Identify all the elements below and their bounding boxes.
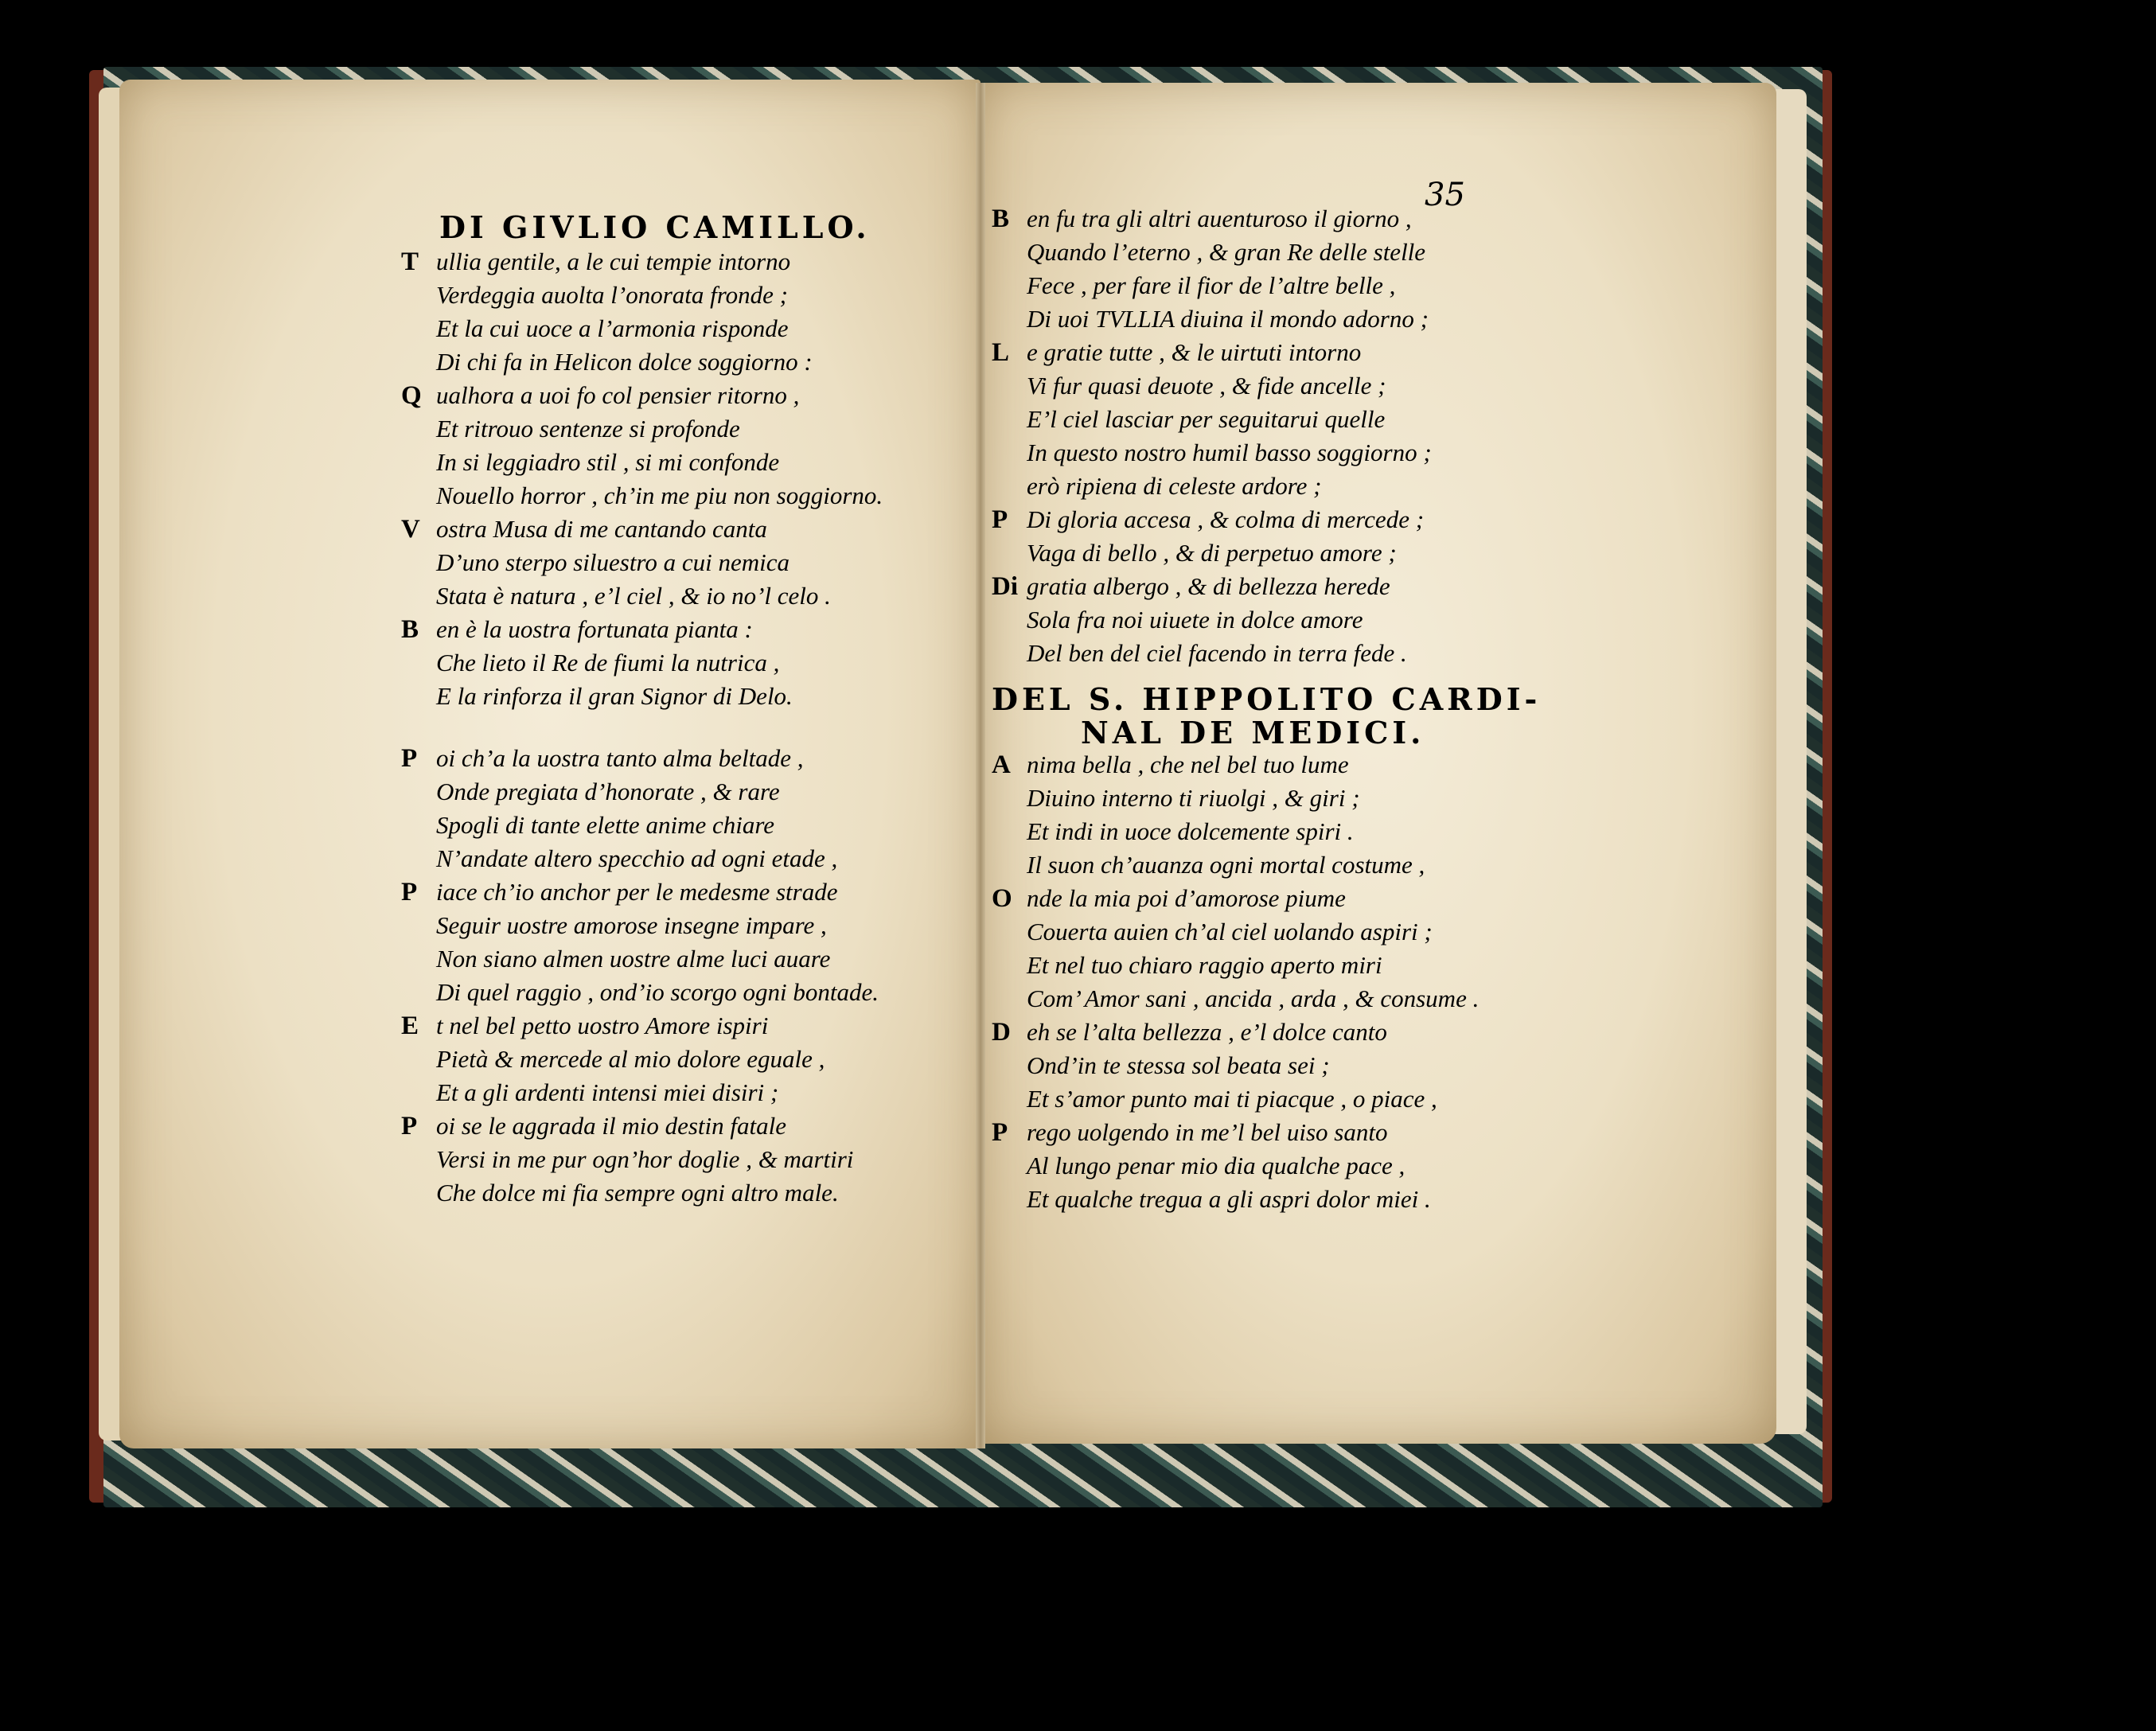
verse-line: [401, 742, 883, 775]
verse-text: D’uno sterpo siluestro a cui nemica: [436, 548, 789, 576]
right-page-heading-line2: NAL DE MEDICI.: [1081, 715, 1425, 750]
verse-text: Che lieto il Re de fiumi la nutrica ,: [436, 649, 780, 676]
initial-capital: Di: [992, 572, 1018, 601]
verse-line: [401, 345, 883, 379]
verse-line: [401, 942, 883, 976]
verse-line: [992, 748, 1479, 782]
verse-text: Et qualche tregua a gli aspri dolor miei .: [1027, 1185, 1431, 1213]
verse-line: [401, 1143, 883, 1176]
verse-line: [401, 976, 883, 1009]
verse-text: Di quel raggio , ond’io scorgo ogni bontade.: [436, 978, 879, 1006]
verse-text: N’andate altero specchio ad ogni etade ,: [436, 844, 838, 872]
verse-line: [992, 336, 1432, 369]
verse-text: Ond’in te stessa sol beata sei ;: [1027, 1051, 1330, 1079]
verse-line: [992, 403, 1432, 436]
verse-line: [992, 915, 1479, 949]
verse-text: eh se l’alta bellezza , e’l dolce canto: [1027, 1018, 1387, 1046]
page-number: 35: [1425, 177, 1465, 213]
verse-line: [401, 646, 883, 680]
verse-text: Et s’amor punto mai ti piacque , o piace ,: [1027, 1085, 1437, 1113]
verse-line: [992, 982, 1479, 1016]
right-poem-lines-top: [992, 202, 1432, 670]
verse-text: Et indi in uoce dolcemente spiri .: [1027, 817, 1354, 845]
initial-capital: O: [992, 884, 1012, 913]
verse-text: ualhora a uoi fo col pensier ritorno ,: [436, 381, 800, 409]
verse-line: [992, 637, 1432, 670]
verse-text: Seguir uostre amorose insegne impare ,: [436, 911, 827, 939]
verse-text: Diuino interno ti riuolgi , & giri ;: [1027, 784, 1360, 812]
verse-text: Et ritrouo sentenze si profonde: [436, 415, 740, 442]
verse-line: [992, 503, 1432, 536]
initial-capital: D: [992, 1018, 1011, 1047]
initial-capital: P: [401, 1112, 418, 1140]
verse-line: [401, 613, 883, 646]
verse-line: [992, 236, 1432, 269]
initial-capital: P: [401, 878, 418, 906]
verse-text: Del ben del ciel facendo in terra fede .: [1027, 639, 1407, 667]
right-poem-lines-bottom: [992, 748, 1479, 1216]
verse-line: [401, 513, 883, 546]
verse-text: Di gloria accesa , & colma di mercede ;: [1027, 505, 1425, 533]
verse-line: [401, 379, 883, 412]
verse-line: [401, 479, 883, 513]
verse-text: t nel bel petto uostro Amore ispiri: [436, 1012, 769, 1039]
initial-capital: P: [401, 744, 418, 773]
verse-line: [992, 570, 1432, 603]
verse-text: rego uolgendo in me’l bel uiso santo: [1027, 1118, 1388, 1146]
left-poem-lines: [401, 245, 883, 1210]
verse-line: [401, 1009, 883, 1043]
verse-text: erò ripiena di celeste ardore ;: [1027, 472, 1322, 500]
verse-text: Et a gli ardenti intensi miei disiri ;: [436, 1078, 779, 1106]
verse-text: Couerta auien ch’al ciel uolando aspiri ;: [1027, 918, 1433, 945]
verse-line: [992, 848, 1479, 882]
verse-line: [401, 1076, 883, 1109]
verse-line: [992, 1016, 1479, 1049]
verse-line: [992, 949, 1479, 982]
verse-line: [401, 842, 883, 875]
verse-text: en è la uostra fortunata pianta :: [436, 615, 753, 643]
verse-text: In si leggiadro stil , si mi confonde: [436, 448, 780, 476]
verse-text: Vaga di bello , & di perpetuo amore ;: [1027, 539, 1397, 567]
initial-capital: P: [992, 1118, 1008, 1147]
verse-text: In questo nostro humil basso soggiorno ;: [1027, 439, 1432, 466]
verse-text: Verdeggia auolta l’onorata fronde ;: [436, 281, 788, 309]
verse-line: [401, 412, 883, 446]
verse-line: [401, 446, 883, 479]
verse-line: [401, 279, 883, 312]
verse-line: [992, 782, 1479, 815]
verse-line: [992, 369, 1432, 403]
verse-line: [992, 1116, 1479, 1149]
verse-line: [401, 680, 883, 713]
initial-capital: Q: [401, 381, 422, 410]
verse-text: Il suon ch’auanza ogni mortal costume ,: [1027, 851, 1425, 879]
verse-line: [992, 202, 1432, 236]
verse-line: [401, 546, 883, 579]
verse-line: [401, 1176, 883, 1210]
verse-text: Non siano almen uostre alme luci auare: [436, 945, 831, 973]
verse-text: ostra Musa di me cantando canta: [436, 515, 767, 543]
verse-text: E la rinforza il gran Signor di Delo.: [436, 682, 793, 710]
verse-line: [992, 603, 1432, 637]
verse-text: Di uoi TVLLIA diuina il mondo adorno ;: [1027, 305, 1429, 333]
verse-text: oi se le aggrada il mio destin fatale: [436, 1112, 786, 1140]
verse-line: [992, 882, 1479, 915]
initial-capital: A: [992, 750, 1011, 779]
verse-text: Stata è natura , e’l ciel , & io no’l celo .: [436, 582, 831, 610]
verse-text: Al lungo penar mio dia qualche pace ,: [1027, 1152, 1405, 1179]
verse-text: en fu tra gli altri auenturoso il giorno ,: [1027, 205, 1412, 232]
verse-line: [992, 436, 1432, 470]
verse-text: Quando l’eterno , & gran Re delle stelle: [1027, 238, 1426, 266]
verse-line: [992, 302, 1432, 336]
verse-text: ullia gentile, a le cui tempie intorno: [436, 248, 791, 275]
verse-text: e gratie tutte , & le uirtuti intorno: [1027, 338, 1362, 366]
verse-text: Sola fra noi uiuete in dolce amore: [1027, 606, 1363, 634]
verse-text: Pietà & mercede al mio dolore eguale ,: [436, 1045, 825, 1073]
verse-text: Et la cui uoce a l’armonia risponde: [436, 314, 789, 342]
verse-line: [992, 470, 1432, 503]
initial-capital: P: [992, 505, 1008, 534]
verse-line: [992, 269, 1432, 302]
verse-text: Versi in me pur ogn’hor doglie , & martiri: [436, 1145, 854, 1173]
verse-text: Vi fur quasi deuote , & fide ancelle ;: [1027, 372, 1386, 400]
verse-line: [992, 1149, 1479, 1183]
initial-capital: E: [401, 1012, 419, 1040]
verse-line: [401, 1109, 883, 1143]
initial-capital: L: [992, 338, 1010, 367]
verse-line: [992, 1183, 1479, 1216]
verse-text: Com’ Amor sani , ancida , arda , & consume .: [1027, 984, 1480, 1012]
verse-text: oi ch’a la uostra tanto alma beltade ,: [436, 744, 804, 772]
right-page-heading-line1: DEL S. HIPPOLITO CARDI-: [992, 681, 1542, 717]
verse-line: [992, 815, 1479, 848]
verse-line: [401, 775, 883, 809]
verse-text: Fece , per fare il fior de l’altre belle ,: [1027, 271, 1396, 299]
verse-line: [992, 536, 1432, 570]
verse-text: nima bella , che nel bel tuo lume: [1027, 750, 1349, 778]
verse-text: Nouello horror , ch’in me piu non soggiorno.: [436, 481, 883, 509]
verse-text: Che dolce mi fia sempre ogni altro male.: [436, 1179, 839, 1207]
verse-line: [401, 875, 883, 909]
verse-text: E’l ciel lasciar per seguitarui quelle: [1027, 405, 1386, 433]
left-page-heading: DI GIVLIO CAMILLO.: [439, 209, 871, 245]
verse-text: Et nel tuo chiaro raggio aperto miri: [1027, 951, 1382, 979]
initial-capital: B: [992, 205, 1010, 233]
verse-line: [401, 245, 883, 279]
verse-line: [992, 1082, 1479, 1116]
verse-line: [401, 579, 883, 613]
verse-line: [401, 809, 883, 842]
verse-text: iace ch’io anchor per le medesme strade: [436, 878, 838, 906]
initial-capital: T: [401, 248, 419, 276]
verse-line: [401, 312, 883, 345]
verse-line: [992, 1049, 1479, 1082]
verse-text: gratia albergo , & di bellezza herede: [1027, 572, 1390, 600]
initial-capital: V: [401, 515, 420, 544]
verse-line: [401, 713, 883, 742]
verse-line: [401, 1043, 883, 1076]
initial-capital: B: [401, 615, 419, 644]
book-gutter: [976, 83, 985, 1448]
verse-text: Di chi fa in Helicon dolce soggiorno :: [436, 348, 813, 376]
verse-text: Onde pregiata d’honorate , & rare: [436, 778, 780, 805]
verse-text: nde la mia poi d’amorose piume: [1027, 884, 1346, 912]
verse-line: [401, 909, 883, 942]
verse-text: Spogli di tante elette anime chiare: [436, 811, 774, 839]
